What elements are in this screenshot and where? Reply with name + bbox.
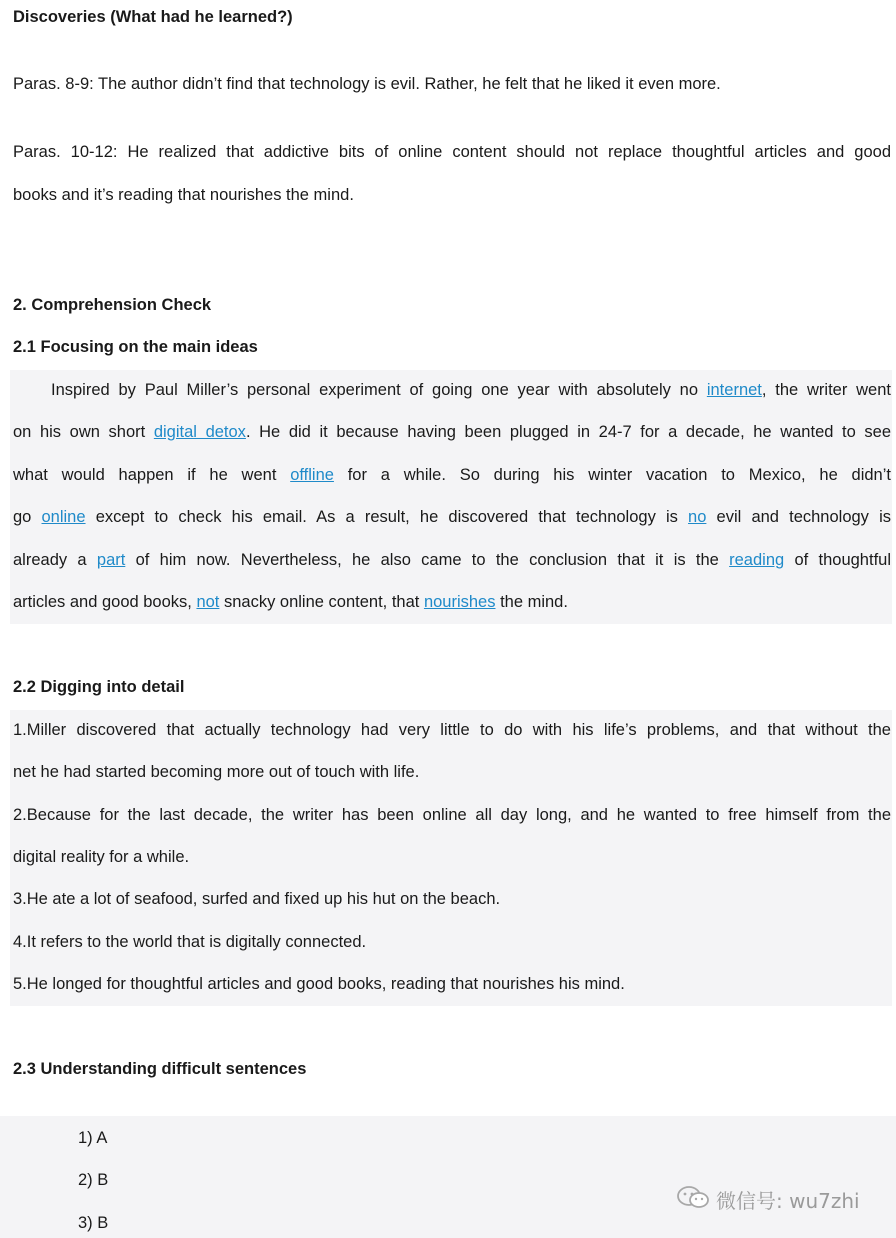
- detail-item-3: 3.He ate a lot of seafood, surfed and fixed up his hut on the beach.: [13, 890, 501, 908]
- difficult-sentences-heading: 2.3 Understanding difficult sentences: [13, 1060, 307, 1078]
- main-ideas-line1: [51, 379, 891, 401]
- answer-blank: internet: [706, 381, 762, 399]
- text-run: . He did it because having been plugged in 24-7 for a decade, he wanted to see: [245, 423, 892, 441]
- main-ideas-shading: [10, 370, 892, 624]
- text-run: evil and technology is: [706, 508, 891, 526]
- text-run: already a: [13, 551, 97, 569]
- answer-blank: part: [96, 551, 126, 569]
- text-run: except to check his email. As a result, he discovered that technology is: [85, 508, 689, 526]
- main-ideas-line3: [13, 464, 891, 486]
- text-run: on his own short: [13, 423, 154, 441]
- answer-blank: reading: [729, 551, 785, 569]
- answer-blank: nourishes: [423, 593, 496, 611]
- answer-1: 1) A: [78, 1129, 108, 1147]
- wechat-icon: [676, 1185, 710, 1214]
- text-run: snacky online content, that: [219, 593, 424, 611]
- answer-blank: offline: [290, 466, 334, 484]
- detail-item-1-line2: net he had started becoming more out of touch with life.: [13, 763, 420, 781]
- answer-blank: digital detox: [153, 423, 246, 441]
- text-run: for a while. So during his winter vacation to Mexico, he didn’t: [333, 466, 891, 484]
- text-run: go: [13, 508, 42, 526]
- answer-blank: not: [196, 593, 220, 611]
- answers-shading: [0, 1116, 896, 1238]
- text-run: , the writer went: [761, 381, 891, 399]
- answer-blank: online: [41, 508, 86, 526]
- text-run: the mind.: [495, 593, 568, 611]
- detail-item-2-line2: digital reality for a while.: [13, 848, 190, 866]
- detail-item-5: 5.He longed for thoughtful articles and good books, reading that nourishes his mind.: [13, 975, 625, 993]
- main-ideas-line6: [13, 591, 891, 613]
- paras-8-9-text: Paras. 8-9: The author didn’t find that technology is evil. Rather, he felt that he liked it even more.: [13, 75, 721, 93]
- paras-10-12-line1: Paras. 10-12: He realized that addictive bits of online content should not replace thoughtful articles and good: [13, 143, 891, 161]
- main-ideas-line2: [13, 421, 891, 443]
- detail-item-2-line1: 2.Because for the last decade, the writer has been online all day long, and he wanted to free himself from the: [13, 806, 891, 824]
- text-run: of him now. Nevertheless, he also came to the conclusion that it is the: [125, 551, 730, 569]
- wechat-watermark: [676, 1186, 860, 1212]
- comprehension-check-heading: 2. Comprehension Check: [13, 296, 212, 314]
- detail-item-1-line1: 1.Miller discovered that actually technology had very little to do with his life’s problems, and that without the: [13, 721, 891, 739]
- main-ideas-line5: [13, 549, 891, 571]
- text-run: of thoughtful: [784, 551, 891, 569]
- text-run: what would happen if he went: [13, 466, 291, 484]
- paras-10-12-line2: books and it’s reading that nourishes the mind.: [13, 186, 354, 204]
- answer-3: 3) B: [78, 1214, 109, 1232]
- answer-blank: no: [688, 508, 707, 526]
- text-run: Inspired by Paul Miller’s personal experiment of going one year with absolutely no: [51, 381, 707, 399]
- main-ideas-heading: 2.1 Focusing on the main ideas: [13, 338, 258, 356]
- detail-heading: 2.2 Digging into detail: [13, 678, 185, 696]
- watermark-text: 微信号: wu7zhi: [716, 1188, 860, 1213]
- discoveries-heading: Discoveries (What had he learned?): [13, 8, 293, 26]
- text-run: articles and good books,: [13, 593, 197, 611]
- main-ideas-line4: [13, 506, 891, 528]
- answer-2: 2) B: [78, 1171, 109, 1189]
- detail-item-4: 4.It refers to the world that is digitally connected.: [13, 933, 367, 951]
